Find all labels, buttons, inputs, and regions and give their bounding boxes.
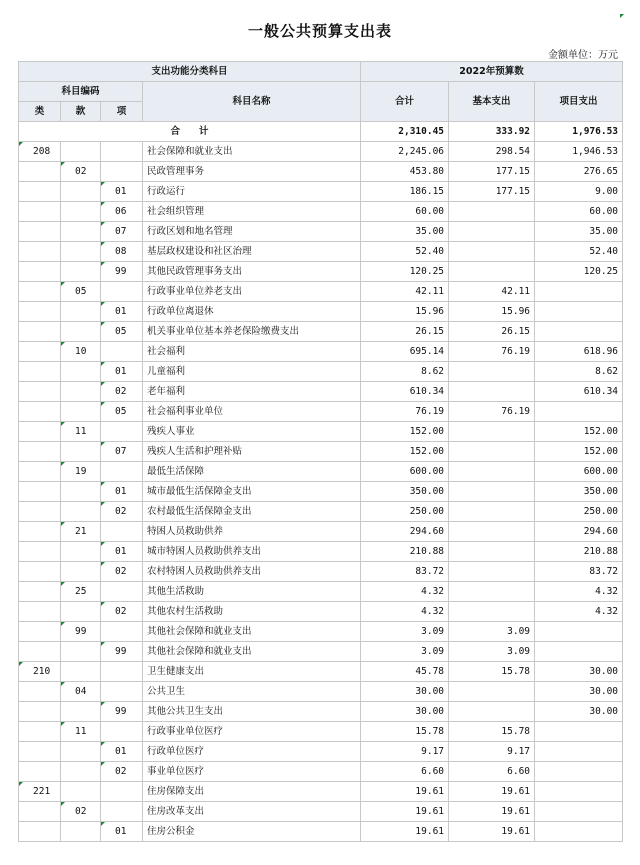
cell-project: 610.34 xyxy=(535,382,623,402)
cell-lei xyxy=(19,622,61,642)
cell-basic: 19.61 xyxy=(449,822,535,842)
cell-kuan xyxy=(61,542,101,562)
cell-project xyxy=(535,802,623,822)
cell-total: 2,245.06 xyxy=(361,142,449,162)
cell-xiang: 07 xyxy=(101,222,143,242)
cell-xiang xyxy=(101,282,143,302)
cell-kuan xyxy=(61,562,101,582)
cell-project: 1,946.53 xyxy=(535,142,623,162)
table-row xyxy=(19,822,623,842)
cell-xiang: 05 xyxy=(101,322,143,342)
total-basic: 333.92 xyxy=(449,122,535,142)
cell-basic xyxy=(449,522,535,542)
cell-xiang xyxy=(101,722,143,742)
cell-project: 4.32 xyxy=(535,602,623,622)
table-row xyxy=(19,382,623,402)
corner-marker xyxy=(620,14,624,18)
cell-project: 60.00 xyxy=(535,202,623,222)
cell-xiang: 01 xyxy=(101,822,143,842)
cell-total: 4.32 xyxy=(361,582,449,602)
cell-name: 公共卫生 xyxy=(143,682,361,702)
cell-basic xyxy=(449,502,535,522)
cell-name: 行政事业单位医疗 xyxy=(143,722,361,742)
cell-basic xyxy=(449,602,535,622)
cell-kuan xyxy=(61,742,101,762)
cell-lei xyxy=(19,162,61,182)
cell-basic: 15.78 xyxy=(449,662,535,682)
cell-project: 350.00 xyxy=(535,482,623,502)
cell-basic xyxy=(449,702,535,722)
cell-lei: 208 xyxy=(19,142,61,162)
cell-kuan: 05 xyxy=(61,282,101,302)
cell-lei xyxy=(19,242,61,262)
cell-xiang: 05 xyxy=(101,402,143,422)
cell-kuan xyxy=(61,382,101,402)
cell-basic: 15.78 xyxy=(449,722,535,742)
cell-total: 4.32 xyxy=(361,602,449,622)
cell-total: 610.34 xyxy=(361,382,449,402)
cell-lei xyxy=(19,282,61,302)
table-row xyxy=(19,622,623,642)
cell-total: 30.00 xyxy=(361,682,449,702)
table-row xyxy=(19,402,623,422)
cell-kuan xyxy=(61,182,101,202)
total-project: 1,976.53 xyxy=(535,122,623,142)
cell-xiang: 01 xyxy=(101,542,143,562)
cell-name: 其他民政管理事务支出 xyxy=(143,262,361,282)
cell-lei xyxy=(19,382,61,402)
header-basic: 基本支出 xyxy=(449,82,535,122)
cell-xiang xyxy=(101,682,143,702)
table-row xyxy=(19,722,623,742)
table-row xyxy=(19,482,623,502)
header-func-class: 支出功能分类科目 xyxy=(19,62,361,82)
cell-xiang: 01 xyxy=(101,302,143,322)
table-row xyxy=(19,522,623,542)
cell-basic: 298.54 xyxy=(449,142,535,162)
cell-kuan xyxy=(61,202,101,222)
cell-lei xyxy=(19,522,61,542)
cell-lei xyxy=(19,642,61,662)
cell-lei: 210 xyxy=(19,662,61,682)
cell-kuan: 99 xyxy=(61,622,101,642)
cell-kuan xyxy=(61,662,101,682)
cell-project: 152.00 xyxy=(535,422,623,442)
cell-kuan: 02 xyxy=(61,802,101,822)
cell-total: 15.78 xyxy=(361,722,449,742)
cell-xiang: 99 xyxy=(101,262,143,282)
cell-basic xyxy=(449,682,535,702)
table-row xyxy=(19,142,623,162)
table-row xyxy=(19,242,623,262)
cell-lei xyxy=(19,342,61,362)
cell-name: 城市特困人员救助供养支出 xyxy=(143,542,361,562)
cell-name: 社会组织管理 xyxy=(143,202,361,222)
cell-kuan xyxy=(61,302,101,322)
table-row xyxy=(19,642,623,662)
table-row xyxy=(19,262,623,282)
cell-total: 19.61 xyxy=(361,822,449,842)
cell-basic: 19.61 xyxy=(449,782,535,802)
cell-total: 210.88 xyxy=(361,542,449,562)
cell-xiang: 06 xyxy=(101,202,143,222)
cell-name: 残疾人生活和护理补贴 xyxy=(143,442,361,462)
table-row xyxy=(19,802,623,822)
header-lei: 类 xyxy=(19,102,61,122)
cell-basic: 9.17 xyxy=(449,742,535,762)
cell-basic: 26.15 xyxy=(449,322,535,342)
cell-name: 其他社会保障和就业支出 xyxy=(143,642,361,662)
cell-name: 住房公积金 xyxy=(143,822,361,842)
cell-project xyxy=(535,282,623,302)
cell-lei xyxy=(19,302,61,322)
cell-lei xyxy=(19,722,61,742)
cell-basic: 3.09 xyxy=(449,642,535,662)
cell-name: 行政运行 xyxy=(143,182,361,202)
cell-project: 600.00 xyxy=(535,462,623,482)
header-year-budget: 2022年预算数 xyxy=(361,62,623,82)
cell-project: 210.88 xyxy=(535,542,623,562)
cell-lei xyxy=(19,202,61,222)
cell-kuan xyxy=(61,822,101,842)
cell-total: 120.25 xyxy=(361,262,449,282)
cell-lei xyxy=(19,742,61,762)
cell-total: 26.15 xyxy=(361,322,449,342)
cell-basic xyxy=(449,222,535,242)
cell-project xyxy=(535,742,623,762)
cell-name: 民政管理事务 xyxy=(143,162,361,182)
budget-table xyxy=(18,61,623,842)
cell-total: 52.40 xyxy=(361,242,449,262)
cell-lei xyxy=(19,222,61,242)
cell-project: 52.40 xyxy=(535,242,623,262)
cell-xiang: 01 xyxy=(101,362,143,382)
cell-total: 42.11 xyxy=(361,282,449,302)
cell-name: 最低生活保障 xyxy=(143,462,361,482)
table-row xyxy=(19,222,623,242)
cell-basic xyxy=(449,462,535,482)
cell-kuan xyxy=(61,602,101,622)
cell-total: 83.72 xyxy=(361,562,449,582)
cell-project xyxy=(535,302,623,322)
cell-xiang: 02 xyxy=(101,562,143,582)
cell-name: 事业单位医疗 xyxy=(143,762,361,782)
table-row xyxy=(19,162,623,182)
table-row xyxy=(19,702,623,722)
cell-basic: 76.19 xyxy=(449,402,535,422)
cell-project xyxy=(535,782,623,802)
cell-kuan xyxy=(61,362,101,382)
cell-kuan: 02 xyxy=(61,162,101,182)
cell-project: 30.00 xyxy=(535,682,623,702)
cell-project xyxy=(535,622,623,642)
cell-basic: 42.11 xyxy=(449,282,535,302)
cell-kuan xyxy=(61,322,101,342)
cell-project xyxy=(535,762,623,782)
cell-lei xyxy=(19,802,61,822)
cell-name: 社会福利 xyxy=(143,342,361,362)
cell-project: 4.32 xyxy=(535,582,623,602)
total-label: 合 计 xyxy=(19,122,361,142)
cell-name: 农村特困人员救助供养支出 xyxy=(143,562,361,582)
cell-total: 152.00 xyxy=(361,442,449,462)
table-row xyxy=(19,302,623,322)
total-row xyxy=(19,122,623,142)
cell-basic: 3.09 xyxy=(449,622,535,642)
cell-kuan xyxy=(61,142,101,162)
cell-kuan xyxy=(61,222,101,242)
cell-name: 其他农村生活救助 xyxy=(143,602,361,622)
cell-lei xyxy=(19,462,61,482)
table-row xyxy=(19,742,623,762)
cell-project: 120.25 xyxy=(535,262,623,282)
cell-lei xyxy=(19,542,61,562)
cell-kuan: 21 xyxy=(61,522,101,542)
cell-basic xyxy=(449,482,535,502)
cell-xiang xyxy=(101,422,143,442)
table-row xyxy=(19,562,623,582)
table-row xyxy=(19,362,623,382)
table-row xyxy=(19,582,623,602)
amount-unit-label: 金额单位：万元 xyxy=(548,50,618,61)
cell-kuan: 11 xyxy=(61,722,101,742)
cell-project xyxy=(535,722,623,742)
cell-basic xyxy=(449,562,535,582)
cell-xiang: 07 xyxy=(101,442,143,462)
table-row xyxy=(19,442,623,462)
cell-xiang xyxy=(101,162,143,182)
cell-basic xyxy=(449,202,535,222)
cell-total: 186.15 xyxy=(361,182,449,202)
cell-project xyxy=(535,822,623,842)
cell-kuan xyxy=(61,242,101,262)
cell-xiang xyxy=(101,622,143,642)
cell-lei xyxy=(19,482,61,502)
cell-xiang: 08 xyxy=(101,242,143,262)
cell-name: 其他生活救助 xyxy=(143,582,361,602)
cell-total: 3.09 xyxy=(361,622,449,642)
table-row xyxy=(19,762,623,782)
cell-xiang xyxy=(101,662,143,682)
cell-total: 453.80 xyxy=(361,162,449,182)
cell-name: 行政单位离退休 xyxy=(143,302,361,322)
table-row xyxy=(19,282,623,302)
table-row xyxy=(19,682,623,702)
cell-lei xyxy=(19,762,61,782)
cell-name: 特困人员救助供养 xyxy=(143,522,361,542)
cell-name: 基层政权建设和社区治理 xyxy=(143,242,361,262)
cell-kuan xyxy=(61,482,101,502)
cell-total: 250.00 xyxy=(361,502,449,522)
cell-project: 152.00 xyxy=(535,442,623,462)
cell-basic xyxy=(449,242,535,262)
cell-name: 行政区划和地名管理 xyxy=(143,222,361,242)
table-row xyxy=(19,502,623,522)
cell-kuan: 25 xyxy=(61,582,101,602)
cell-kuan xyxy=(61,782,101,802)
cell-lei xyxy=(19,822,61,842)
cell-basic: 6.60 xyxy=(449,762,535,782)
cell-basic: 76.19 xyxy=(449,342,535,362)
cell-lei xyxy=(19,602,61,622)
table-row xyxy=(19,602,623,622)
table-row xyxy=(19,182,623,202)
cell-total: 6.60 xyxy=(361,762,449,782)
cell-project: 83.72 xyxy=(535,562,623,582)
cell-xiang xyxy=(101,782,143,802)
cell-project: 30.00 xyxy=(535,662,623,682)
cell-project: 294.60 xyxy=(535,522,623,542)
cell-total: 19.61 xyxy=(361,802,449,822)
cell-name: 残疾人事业 xyxy=(143,422,361,442)
cell-project xyxy=(535,642,623,662)
cell-name: 行政单位医疗 xyxy=(143,742,361,762)
cell-name: 城市最低生活保障金支出 xyxy=(143,482,361,502)
cell-total: 45.78 xyxy=(361,662,449,682)
cell-basic: 177.15 xyxy=(449,162,535,182)
cell-xiang: 01 xyxy=(101,182,143,202)
cell-lei: 221 xyxy=(19,782,61,802)
cell-total: 350.00 xyxy=(361,482,449,502)
cell-basic xyxy=(449,442,535,462)
cell-total: 9.17 xyxy=(361,742,449,762)
cell-xiang: 99 xyxy=(101,642,143,662)
cell-kuan: 04 xyxy=(61,682,101,702)
table-row xyxy=(19,422,623,442)
cell-lei xyxy=(19,402,61,422)
cell-lei xyxy=(19,442,61,462)
cell-project: 8.62 xyxy=(535,362,623,382)
cell-lei xyxy=(19,682,61,702)
cell-total: 15.96 xyxy=(361,302,449,322)
cell-name: 社会福利事业单位 xyxy=(143,402,361,422)
header-project: 项目支出 xyxy=(535,82,623,122)
cell-project: 250.00 xyxy=(535,502,623,522)
cell-lei xyxy=(19,422,61,442)
cell-basic xyxy=(449,582,535,602)
cell-total: 695.14 xyxy=(361,342,449,362)
cell-total: 30.00 xyxy=(361,702,449,722)
cell-name: 老年福利 xyxy=(143,382,361,402)
cell-lei xyxy=(19,262,61,282)
cell-total: 294.60 xyxy=(361,522,449,542)
cell-basic: 15.96 xyxy=(449,302,535,322)
table-row xyxy=(19,202,623,222)
cell-xiang: 99 xyxy=(101,702,143,722)
cell-total: 60.00 xyxy=(361,202,449,222)
cell-basic xyxy=(449,382,535,402)
cell-lei xyxy=(19,182,61,202)
cell-xiang xyxy=(101,462,143,482)
cell-project: 9.00 xyxy=(535,182,623,202)
cell-lei xyxy=(19,562,61,582)
cell-lei xyxy=(19,322,61,342)
cell-xiang: 01 xyxy=(101,742,143,762)
cell-kuan xyxy=(61,762,101,782)
cell-kuan xyxy=(61,642,101,662)
cell-total: 8.62 xyxy=(361,362,449,382)
cell-basic xyxy=(449,362,535,382)
cell-xiang: 02 xyxy=(101,502,143,522)
cell-basic xyxy=(449,262,535,282)
cell-name: 其他公共卫生支出 xyxy=(143,702,361,722)
cell-kuan xyxy=(61,502,101,522)
cell-name: 行政事业单位养老支出 xyxy=(143,282,361,302)
cell-lei xyxy=(19,502,61,522)
cell-xiang xyxy=(101,142,143,162)
cell-lei xyxy=(19,582,61,602)
cell-xiang: 01 xyxy=(101,482,143,502)
cell-name: 机关事业单位基本养老保险缴费支出 xyxy=(143,322,361,342)
cell-name: 其他社会保障和就业支出 xyxy=(143,622,361,642)
cell-basic xyxy=(449,422,535,442)
header-total: 合计 xyxy=(361,82,449,122)
cell-xiang xyxy=(101,342,143,362)
cell-total: 19.61 xyxy=(361,782,449,802)
cell-xiang: 02 xyxy=(101,602,143,622)
cell-basic xyxy=(449,542,535,562)
cell-total: 3.09 xyxy=(361,642,449,662)
cell-xiang xyxy=(101,802,143,822)
cell-project: 35.00 xyxy=(535,222,623,242)
table-row xyxy=(19,342,623,362)
cell-project xyxy=(535,402,623,422)
cell-kuan xyxy=(61,442,101,462)
cell-total: 76.19 xyxy=(361,402,449,422)
cell-total: 152.00 xyxy=(361,422,449,442)
cell-project: 30.00 xyxy=(535,702,623,722)
cell-kuan xyxy=(61,262,101,282)
cell-project: 276.65 xyxy=(535,162,623,182)
cell-kuan xyxy=(61,402,101,422)
cell-basic: 19.61 xyxy=(449,802,535,822)
table-row xyxy=(19,782,623,802)
table-row xyxy=(19,322,623,342)
cell-lei xyxy=(19,702,61,722)
cell-name: 农村最低生活保障金支出 xyxy=(143,502,361,522)
header-code: 科目编码 xyxy=(19,82,143,102)
cell-name: 住房改革支出 xyxy=(143,802,361,822)
cell-xiang: 02 xyxy=(101,762,143,782)
cell-kuan xyxy=(61,702,101,722)
header-xiang: 项 xyxy=(101,102,143,122)
total-amount: 2,310.45 xyxy=(361,122,449,142)
cell-project: 618.96 xyxy=(535,342,623,362)
table-row xyxy=(19,542,623,562)
cell-total: 600.00 xyxy=(361,462,449,482)
cell-kuan: 19 xyxy=(61,462,101,482)
cell-kuan: 10 xyxy=(61,342,101,362)
table-row xyxy=(19,462,623,482)
cell-name: 儿童福利 xyxy=(143,362,361,382)
header-kuan: 款 xyxy=(61,102,101,122)
cell-name: 住房保障支出 xyxy=(143,782,361,802)
cell-basic: 177.15 xyxy=(449,182,535,202)
header-name: 科目名称 xyxy=(143,82,361,122)
cell-name: 卫生健康支出 xyxy=(143,662,361,682)
cell-name: 社会保障和就业支出 xyxy=(143,142,361,162)
table-row xyxy=(19,662,623,682)
cell-lei xyxy=(19,362,61,382)
cell-xiang: 02 xyxy=(101,382,143,402)
cell-project xyxy=(535,322,623,342)
cell-kuan: 11 xyxy=(61,422,101,442)
cell-total: 35.00 xyxy=(361,222,449,242)
cell-xiang xyxy=(101,582,143,602)
cell-xiang xyxy=(101,522,143,542)
page-title: 一般公共预算支出表 xyxy=(247,22,392,40)
